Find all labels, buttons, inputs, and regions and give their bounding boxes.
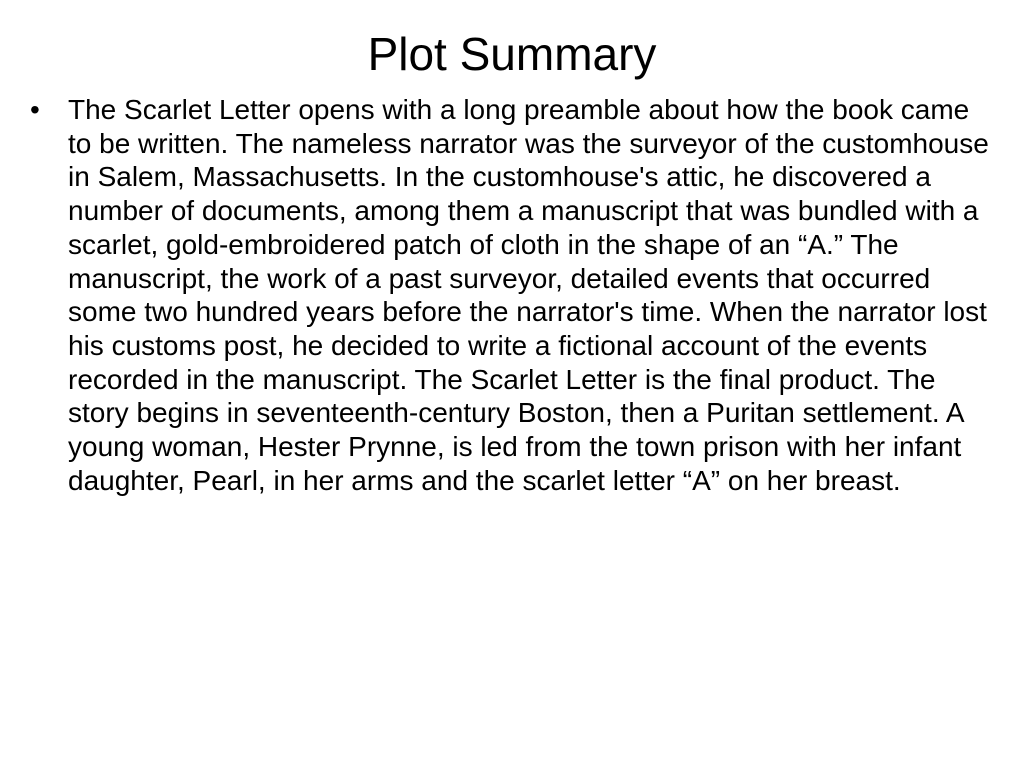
bullet-item bbox=[30, 93, 995, 497]
bullet-list bbox=[30, 93, 995, 497]
bullet-text: The Scarlet Letter opens with a long preamble about how the book came to be written. The nameless narrator was the surveyor of the customhouse in Salem, Massachusetts. In the customhouse's attic, he discovered a number of documents, among them a manuscript that was bundled with a scarlet, gold-embroidered patch of cloth in the shape of an “A.” The manuscript, the work of a past surveyor, detailed events that occurred some two hundred years before the narrator's time. When the narrator lost his customs post, he decided to write a fictional account of the events recorded in the manuscript. The Scarlet Letter is the final product. The story begins in seventeenth-century Boston, then a Puritan settlement. A young woman, Hester Prynne, is led from the town prison with her infant daughter, Pearl, in her arms and the scarlet letter “A” on her breast. bbox=[68, 94, 989, 496]
bullet-marker: • bbox=[30, 94, 40, 125]
slide-title: Plot Summary bbox=[367, 28, 657, 80]
